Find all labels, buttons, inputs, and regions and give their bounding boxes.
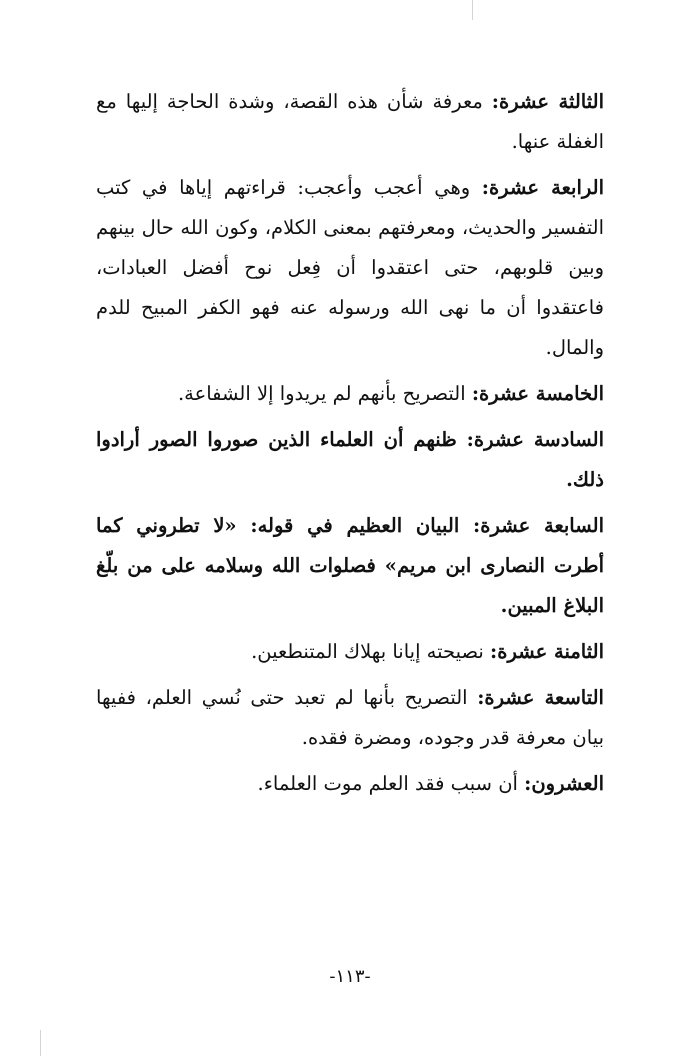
point-13 [96, 82, 604, 162]
point-heading: السادسة عشرة: [466, 428, 605, 451]
point-text: التصريح بأنهم لم يريدوا إلا الشفاعة. [177, 382, 472, 405]
point-15 [96, 374, 604, 414]
point-16 [96, 420, 604, 500]
point-text: وهي أعجب وأعجب: قراءتهم إياها في كتب التفسير والحديث، ومعرفتهم بمعنى الكلام، وكون الله حال بينهم وبين قلوبهم، حتى اعتقدوا أن فِعل نوح أفضل العبادات، فاعتقدوا أن ما نهى الله ورسوله عنه فهو الكفر المبيح للدم والمال. [96, 176, 604, 359]
point-17 [96, 506, 604, 626]
point-text: التصريح بأنها لم تعبد حتى نُسي العلم، ففيها بيان معرفة قدر وجوده، ومضرة فقده. [96, 686, 604, 749]
point-heading: الثالثة عشرة: [491, 90, 604, 113]
point-20 [96, 764, 604, 804]
point-19 [96, 678, 604, 758]
point-heading: الثامنة عشرة: [490, 640, 604, 663]
point-text: البيان العظيم في قوله: «لا تطروني كما أطرت النصارى ابن مريم» فصلوات الله وسلامه على من بلّغ البلاغ المبين. [96, 514, 604, 617]
scan-line-top [472, 0, 473, 20]
point-text: أن سبب فقد العلم موت العلماء. [257, 772, 525, 795]
point-14 [96, 168, 604, 368]
point-heading: الرابعة عشرة: [481, 176, 604, 199]
point-18 [96, 632, 604, 672]
point-text: نصيحته إيانا بهلاك المتنطعين. [251, 640, 491, 663]
point-heading: العشرون: [524, 772, 604, 795]
page-number: -١١٣- [329, 966, 371, 987]
page-body [96, 82, 604, 810]
point-heading: التاسعة عشرة: [477, 686, 604, 709]
point-heading: السابعة عشرة: [473, 514, 605, 537]
scan-line-bottom [40, 1030, 41, 1056]
point-text: ظنهم أن العلماء الذين صوروا الصور أرادوا ذلك. [96, 428, 604, 491]
point-text: معرفة شأن هذه القصة، وشدة الحاجة إليها مع الغفلة عنها. [96, 90, 604, 153]
point-heading: الخامسة عشرة: [471, 382, 604, 405]
